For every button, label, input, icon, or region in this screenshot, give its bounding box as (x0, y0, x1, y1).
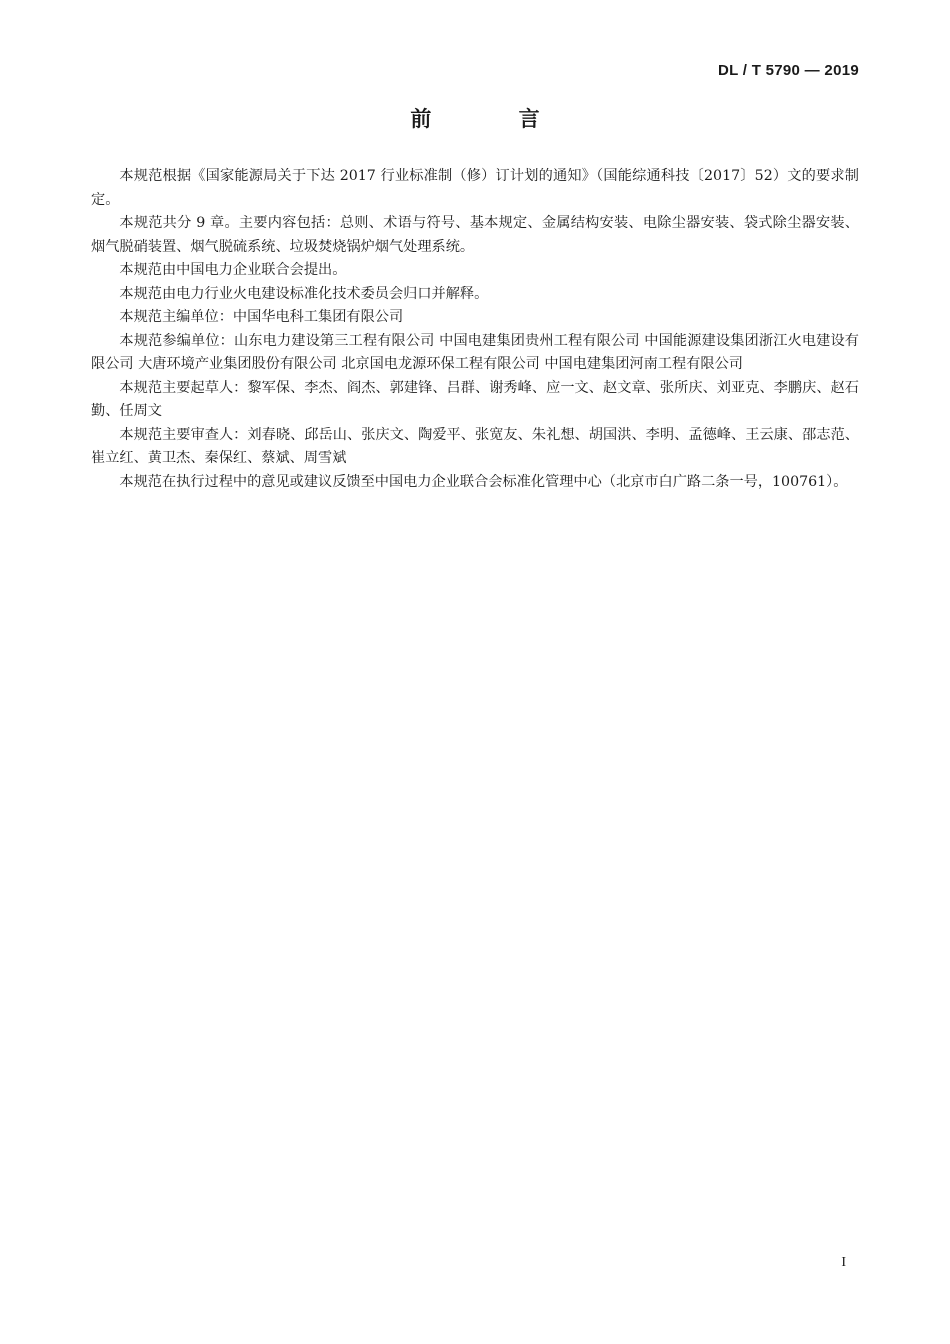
page-title: 前 言 (410, 107, 580, 131)
paragraph-chief-editor: 本规范主编单位：中国华电科工集团有限公司 (119, 309, 404, 325)
paragraph-drafters: 本规范主要起草人：黎军保、李杰、阎杰、郭建锋、吕群、谢秀峰、应一文、赵文章、张所庆、刘亚克、李鹏庆、赵石勤、任周文 (91, 379, 859, 419)
paragraph-proposer: 本规范由中国电力企业联合会提出。 (119, 262, 347, 278)
paragraph-reviewers: 本规范主要审查人：刘春晓、邱岳山、张庆文、陶爱平、张宽友、朱礼想、胡国洪、李明、孟德峰、王云康、邵志范、崔立红、黄卫杰、秦保红、蔡斌、周雪斌 (91, 426, 859, 466)
paragraph-chapters: 本规范共分 9 章。主要内容包括：总则、术语与符号、基本规定、金属结构安装、电除尘器安装、袋式除尘器安装、烟气脱硝装置、烟气脱硫系统、垃圾焚烧锅炉烟气处理系统。 (91, 215, 859, 255)
paragraph-interpreter: 本规范由电力行业火电建设标准化技术委员会归口并解释。 (119, 285, 489, 302)
paragraph-participants: 本规范参编单位：山东电力建设第三工程有限公司 中国电建集团贵州工程有限公司 中国能源建设集团浙江火电建设有限公司 大唐环境产业集团股份有限公司 北京国电龙源环保工程有限公司 中国电建集团河南工程有限公司 (91, 332, 859, 372)
standard-code: DL / T 5790 — 2019 (717, 62, 859, 79)
paragraph-basis: 本规范根据《国家能源局关于下达 2017 行业标准制（修）订计划的通知》（国能综通科技〔2017〕52）文的要求制定。 (91, 168, 859, 208)
foreword-body (91, 165, 859, 494)
page-number: I (841, 1255, 846, 1270)
paragraph-feedback: 本规范在执行过程中的意见或建议反馈至中国电力企业联合会标准化管理中心（北京市白广路二条一号，100761）。 (119, 473, 848, 490)
